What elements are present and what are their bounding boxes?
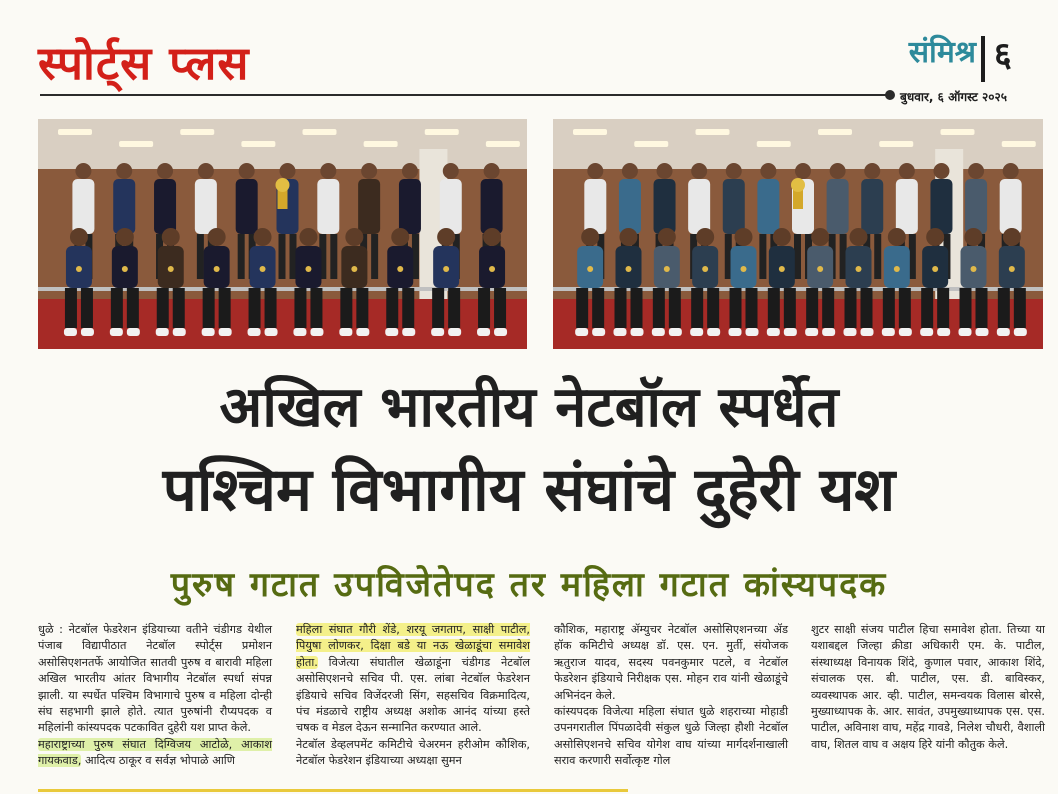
headline-line-1: अखिल भारतीय नेटबॉल स्पर्धेत <box>219 375 839 440</box>
paragraph: विजेत्या संघातील खेळाडूंना चंडीगड नेटबॉल असोसिएशनचे सचिव पी. एस. लांबा नेटबॉल फेडरेशन इंडियाचे सचिव विजेंदरजी सिंग, सहसचिव विक्रमादित्य, पंच मंडळाचे राष्ट्रीय अध्यक्ष अशोक आनंद यांच्या हस्ते चषक व मेडल देऊन सन्मानित करण्यात आले. <box>296 655 530 735</box>
paragraph: शुटर साक्षी संजय पाटील हिचा समावेश होता. तिच्या या यशाबद्दल जिल्हा क्रीडा अधिकारी एम. के. पाटील, संस्थाध्यक्ष विनायक शिंदे, कुणाल पवार, आकाश शिंदे, संचालक एस. बी. पाटील, एस. डी. बाविस्कर, व्यवस्थापक आर. व्ही. पाटील, समन्वयक विलास बोरसे, मुख्याध्यापक के. आर. सावंत, उपमुख्याध्यापक एस. एस. पाटील, अविनाश वाघ, महेंद्र गावडे, निलेश चौधरी, वैशाली वाघ, शितल वाघ व अक्षय हिरे यांनी कौतुक केले. <box>811 623 1045 751</box>
article-column-1 <box>38 622 272 770</box>
article-body <box>38 622 1045 782</box>
paragraph: धुळे : नेटबॉल फेडरेशन इंडियाच्या वतीने चंडीगड येथील पंजाब विद्यापीठात नेटबॉल स्पोर्ट्स प्रमोशन असोसिएशनतर्फे आयोजित सातवी पुरुष व बारावी महिला अखिल भारतीय आंतर विभागीय नेटबॉल स्पर्धा संपन्न झाली. या स्पर्धेत पश्चिम विभागाचे पुरुष व महिला दोन्ही संघ सहभागी झाले होते. त्यात पुरुषांनी रौप्यपदक व महिलांनी कांस्यपदक पटकावित दुहेरी यश प्राप्त केले. <box>38 623 272 735</box>
subheadline: पुरुष गटात उपविजेतेपद तर महिला गटात कांस्यपदक <box>170 565 888 605</box>
article-column-2 <box>296 622 530 770</box>
page-number: ६ <box>994 35 1012 75</box>
trophy-icon <box>276 178 290 209</box>
highlighted-text: महाराष्ट्राच्या पुरुष संघात दिग्विजय आटोळे, आकाश गायकवाड, <box>38 737 272 768</box>
masthead <box>0 0 1058 112</box>
paragraph: आदित्य ठाकूर व सर्वज्ञ भोपाळे आणि <box>81 754 235 768</box>
headline-line-2: पश्चिम विभागीय संघांचे दुहेरी यश <box>162 455 896 525</box>
highlight-rule <box>38 789 628 792</box>
paragraph: कांस्यपदक विजेत्या महिला संघात धुळे शहराच्या मोहाडी उपनगरातील पिंपळादेवी संकुल धुळे जिल्हा हौशी नेटबॉल असोसिएशनचे सचिव योगेश वाघ यांच्या मार्गदर्शनाखाली सराव करणारी सर्वोत्कृष्ट गोल <box>554 705 788 768</box>
paragraph: कौशिक, महाराष्ट्र ॲम्युचर नेटबॉल असोसिएशनच्या ॲड हॉक कमिटीचे अध्यक्ष डॉ. एस. एन. मुर्ती, संयोजक ऋतुराज यादव, सदस्य पवनकुमार पटले, व नेटबॉल फेडरेशन इंडियाचे निरीक्षक एस. मोहन राव यांनी खेळाडूंचे अभिनंदन केले. <box>554 623 788 702</box>
header-rule <box>40 94 890 96</box>
paragraph: नेटबॉल डेव्हलपमेंट कमिटीचे चेअरमन हरीओम कौशिक, नेटबॉल फेडरेशन इंडियाच्या अध्यक्षा सुमन <box>296 737 530 768</box>
section-title: संमिश्र <box>908 35 976 70</box>
issue-date: बुधवार, ६ ऑगस्ट २०२५ <box>900 90 1007 104</box>
article-column-4 <box>811 622 1045 753</box>
trophy-icon <box>791 178 805 209</box>
divider <box>981 36 985 82</box>
brand-logo: स्पोर्ट्स प्लस <box>38 36 250 90</box>
men-team-photo <box>553 119 1043 349</box>
women-team-photo <box>38 119 527 349</box>
highlighted-text: महिला संघात गौरी शेंडे, शरयू जगताप, साक्षी पाटील, पियुषा लोणकर, दिक्षा बडे या नऊ खेळाडूंचा समावेश होता. <box>296 623 530 669</box>
header-rule-dot <box>885 90 895 100</box>
article-column-3 <box>554 622 788 770</box>
